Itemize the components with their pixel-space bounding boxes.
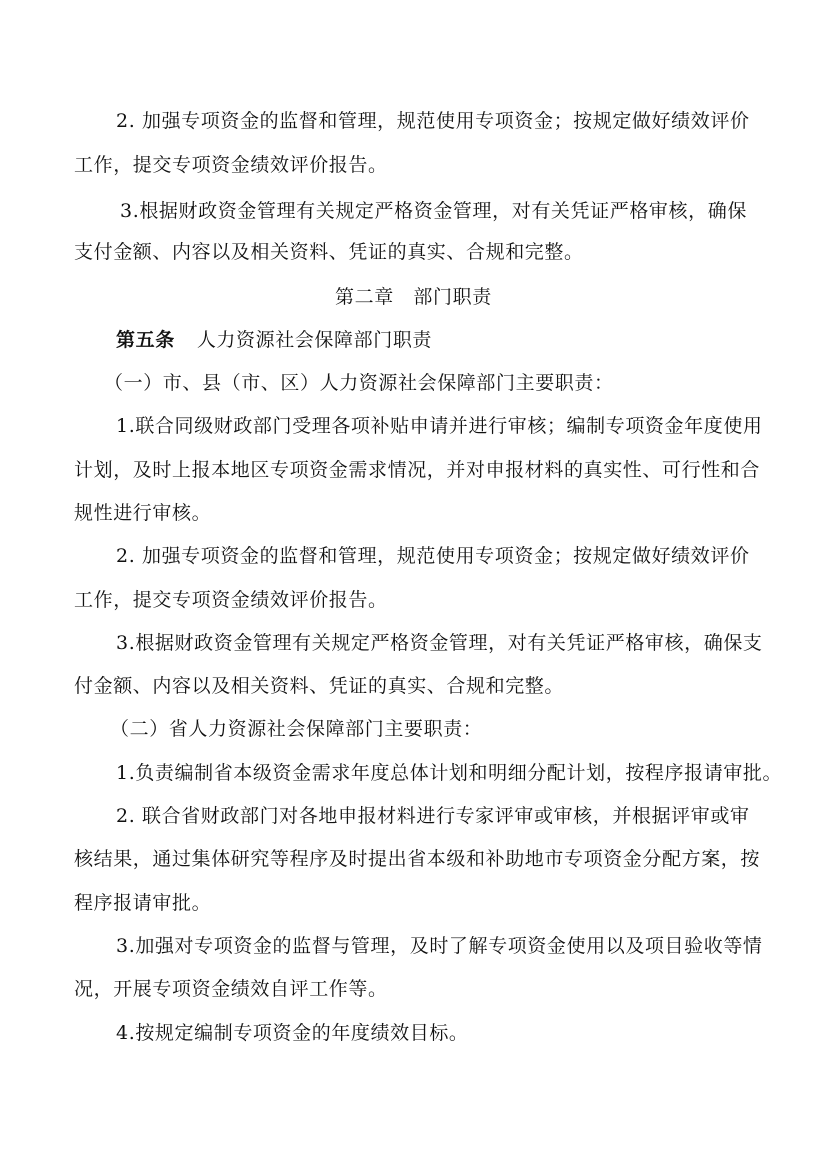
paragraph-line: 付金额、内容以及相关资料、凭证的真实、合规和完整。 bbox=[74, 675, 565, 697]
section-heading: （二）省人力资源社会保障部门主要职责： bbox=[110, 718, 483, 740]
article-number: 第五条 bbox=[116, 329, 175, 351]
paragraph-line: 3.加强对专项资金的监督与管理，及时了解专项资金使用以及项目验收等情 bbox=[116, 935, 763, 957]
paragraph-line: 3.根据财政资金管理有关规定严格资金管理，对有关凭证严格审核，确保 bbox=[120, 200, 747, 222]
article-heading bbox=[0, 325, 826, 355]
paragraph-line: 2. 联合省财政部门对各地申报材料进行专家评审或审核，并根据评审或审 bbox=[116, 805, 750, 827]
paragraph-line: 4.按规定编制专项资金的年度绩效目标。 bbox=[116, 1022, 469, 1044]
paragraph-line: 核结果，通过集体研究等程序及时提出省本级和补助地市专项资金分配方案，按 bbox=[74, 848, 761, 870]
section-heading: （一）市、县（市、区）人力资源社会保障部门主要职责： bbox=[104, 372, 614, 394]
paragraph-line: 1.联合同级财政部门受理各项补贴申请并进行审核；编制专项资金年度使用 bbox=[116, 415, 763, 437]
paragraph-line: 1.负责编制省本级资金需求年度总体计划和明细分配计划，按程序报请审批。 bbox=[116, 762, 783, 784]
paragraph-line: 3.根据财政资金管理有关规定严格资金管理，对有关凭证严格审核，确保支 bbox=[116, 632, 763, 654]
paragraph-line: 工作，提交专项资金绩效评价报告。 bbox=[74, 154, 388, 176]
paragraph-line: 计划，及时上报本地区专项资金需求情况，并对申报材料的真实性、可行性和合 bbox=[74, 459, 761, 481]
paragraph-line: 支付金额、内容以及相关资料、凭证的真实、合规和完整。 bbox=[74, 241, 584, 263]
paragraph-line: 工作，提交专项资金绩效评价报告。 bbox=[74, 589, 388, 611]
paragraph-line: 况，开展专项资金绩效自评工作等。 bbox=[74, 978, 388, 1000]
paragraph-line: 程序报请审批。 bbox=[74, 892, 212, 914]
paragraph-line: 2. 加强专项资金的监督和管理，规范使用专项资金；按规定做好绩效评价 bbox=[116, 545, 750, 567]
article-title: 人力资源社会保障部门职责 bbox=[196, 329, 433, 351]
chapter-heading: 第二章 部门职责 bbox=[335, 286, 492, 308]
paragraph-line: 2. 加强专项资金的监督和管理，规范使用专项资金；按规定做好绩效评价 bbox=[116, 110, 750, 132]
paragraph-line: 规性进行审核。 bbox=[74, 502, 212, 524]
